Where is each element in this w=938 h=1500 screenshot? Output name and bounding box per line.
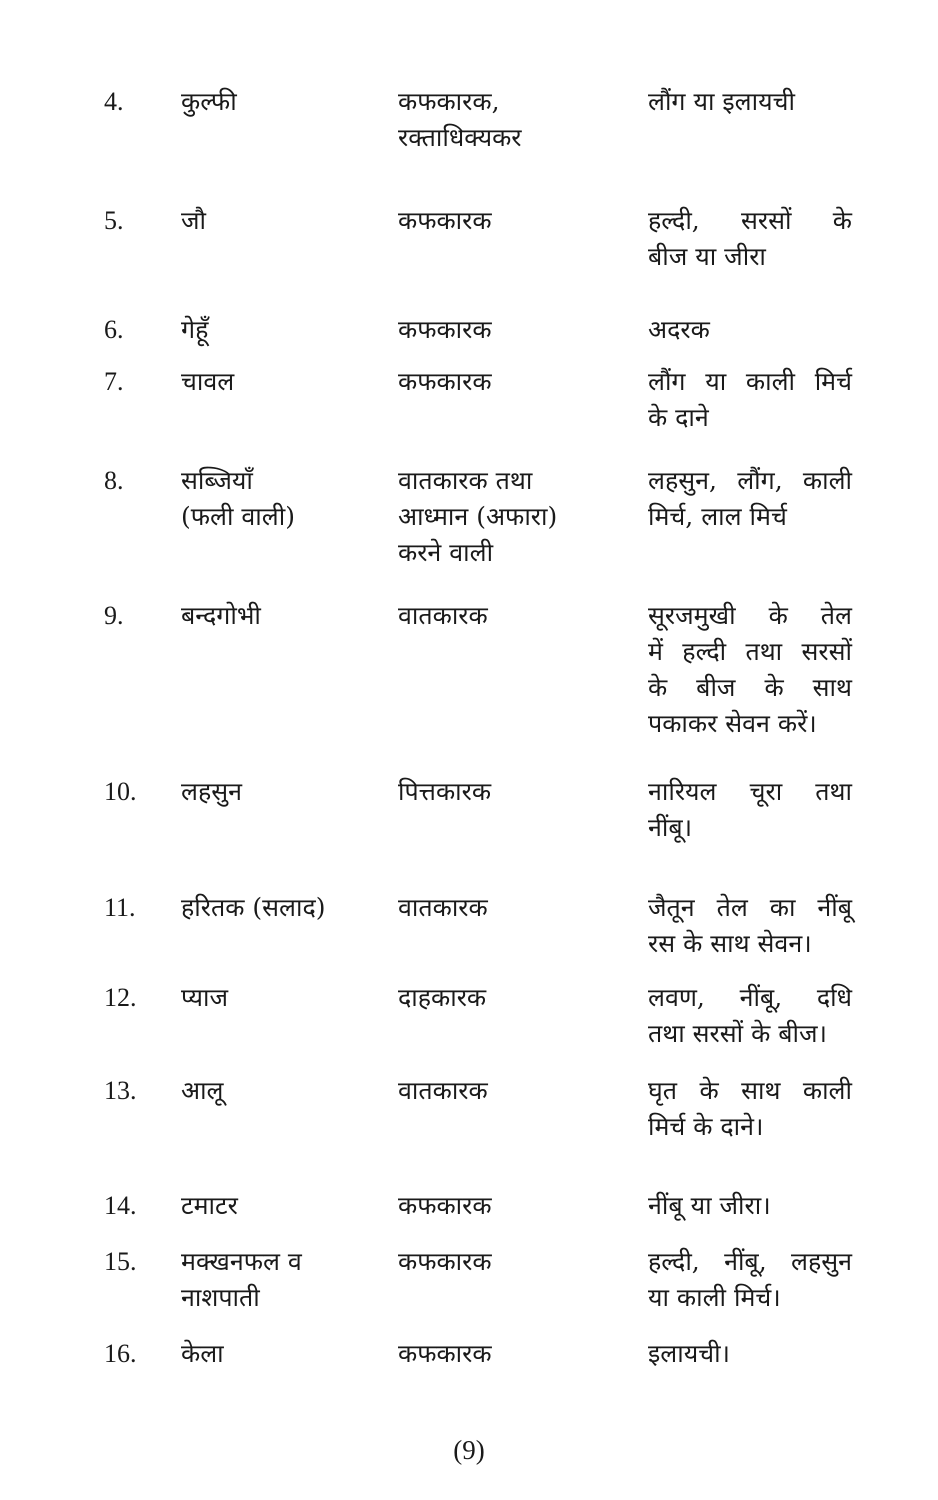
row-number: 14. (104, 1191, 137, 1220)
food-effect: दाहकारक (398, 983, 487, 1012)
row-number: 5. (104, 206, 124, 235)
row-number: 16. (104, 1339, 137, 1368)
food-remedy: लौंग या इलायची (648, 87, 795, 116)
food-remedy: हल्दी, नींबू, लहसुन या काली मिर्च। (648, 1247, 852, 1312)
food-name: लहसुन (181, 777, 243, 806)
food-effect: वातकारक (398, 601, 488, 630)
food-remedy: लहसुन, लौंग, काली मिर्च, लाल मिर्च (648, 466, 852, 531)
food-name: प्याज (181, 983, 229, 1012)
food-name: आलू (181, 1076, 224, 1105)
row-number: 9. (104, 601, 124, 630)
food-name: कुल्फी (181, 87, 237, 116)
row-number: 12. (104, 983, 137, 1012)
row-number: 7. (104, 367, 124, 396)
food-name: हरितक (सलाद) (181, 893, 326, 922)
food-remedy: नारियल चूरा तथा नींबू। (648, 777, 852, 842)
food-effect: वातकारक (398, 1076, 488, 1105)
food-name: गेहूँ (181, 315, 209, 344)
food-remedy: लौंग या काली मिर्च के दाने (648, 367, 852, 432)
food-remedy: जैतून तेल का नींबू रस के साथ सेवन। (648, 893, 852, 958)
row-number: 8. (104, 466, 124, 495)
food-remedy: हल्दी, सरसों के बीज या जीरा (648, 206, 852, 271)
row-number: 13. (104, 1076, 137, 1105)
food-name: मक्खनफल व नाशपाती (181, 1247, 302, 1312)
food-remedy: नींबू या जीरा। (648, 1191, 771, 1220)
food-effect: कफकारक (398, 367, 492, 396)
food-name: चावल (181, 367, 235, 396)
row-number: 4. (104, 87, 124, 116)
food-name: केला (181, 1339, 224, 1368)
food-effect: कफकारक (398, 1339, 492, 1368)
food-effect: कफकारक (398, 315, 492, 344)
food-remedy: घृत के साथ काली मिर्च के दाने। (648, 1076, 852, 1141)
food-remedy: इलायची। (648, 1339, 731, 1368)
food-remedy: अदरक (648, 315, 710, 344)
food-effect: कफकारक, रक्ताधिक्यकर (398, 87, 522, 152)
row-number: 15. (104, 1247, 137, 1276)
food-name: बन्दगोभी (181, 601, 261, 630)
food-effect: वातकारक तथा आध्मान (अफारा) करने वाली (398, 466, 558, 567)
row-number: 10. (104, 777, 137, 806)
food-name: सब्जियाँ (फली वाली) (181, 466, 295, 531)
food-name: जौ (181, 206, 207, 235)
food-remedy: सूरजमुखी के तेल में हल्दी तथा सरसों के बीज के साथ पकाकर सेवन करें। (648, 601, 852, 738)
row-number: 6. (104, 315, 124, 344)
food-effect: पित्तकारक (398, 777, 492, 806)
food-effect: कफकारक (398, 1191, 492, 1220)
food-effect: वातकारक (398, 893, 488, 922)
row-number: 11. (104, 893, 136, 922)
food-name: टमाटर (181, 1191, 238, 1220)
page-number: (9) (453, 1435, 485, 1465)
food-remedy: लवण, नींबू, दधि तथा सरसों के बीज। (648, 983, 852, 1048)
food-effect: कफकारक (398, 1247, 492, 1276)
food-effect: कफकारक (398, 206, 492, 235)
